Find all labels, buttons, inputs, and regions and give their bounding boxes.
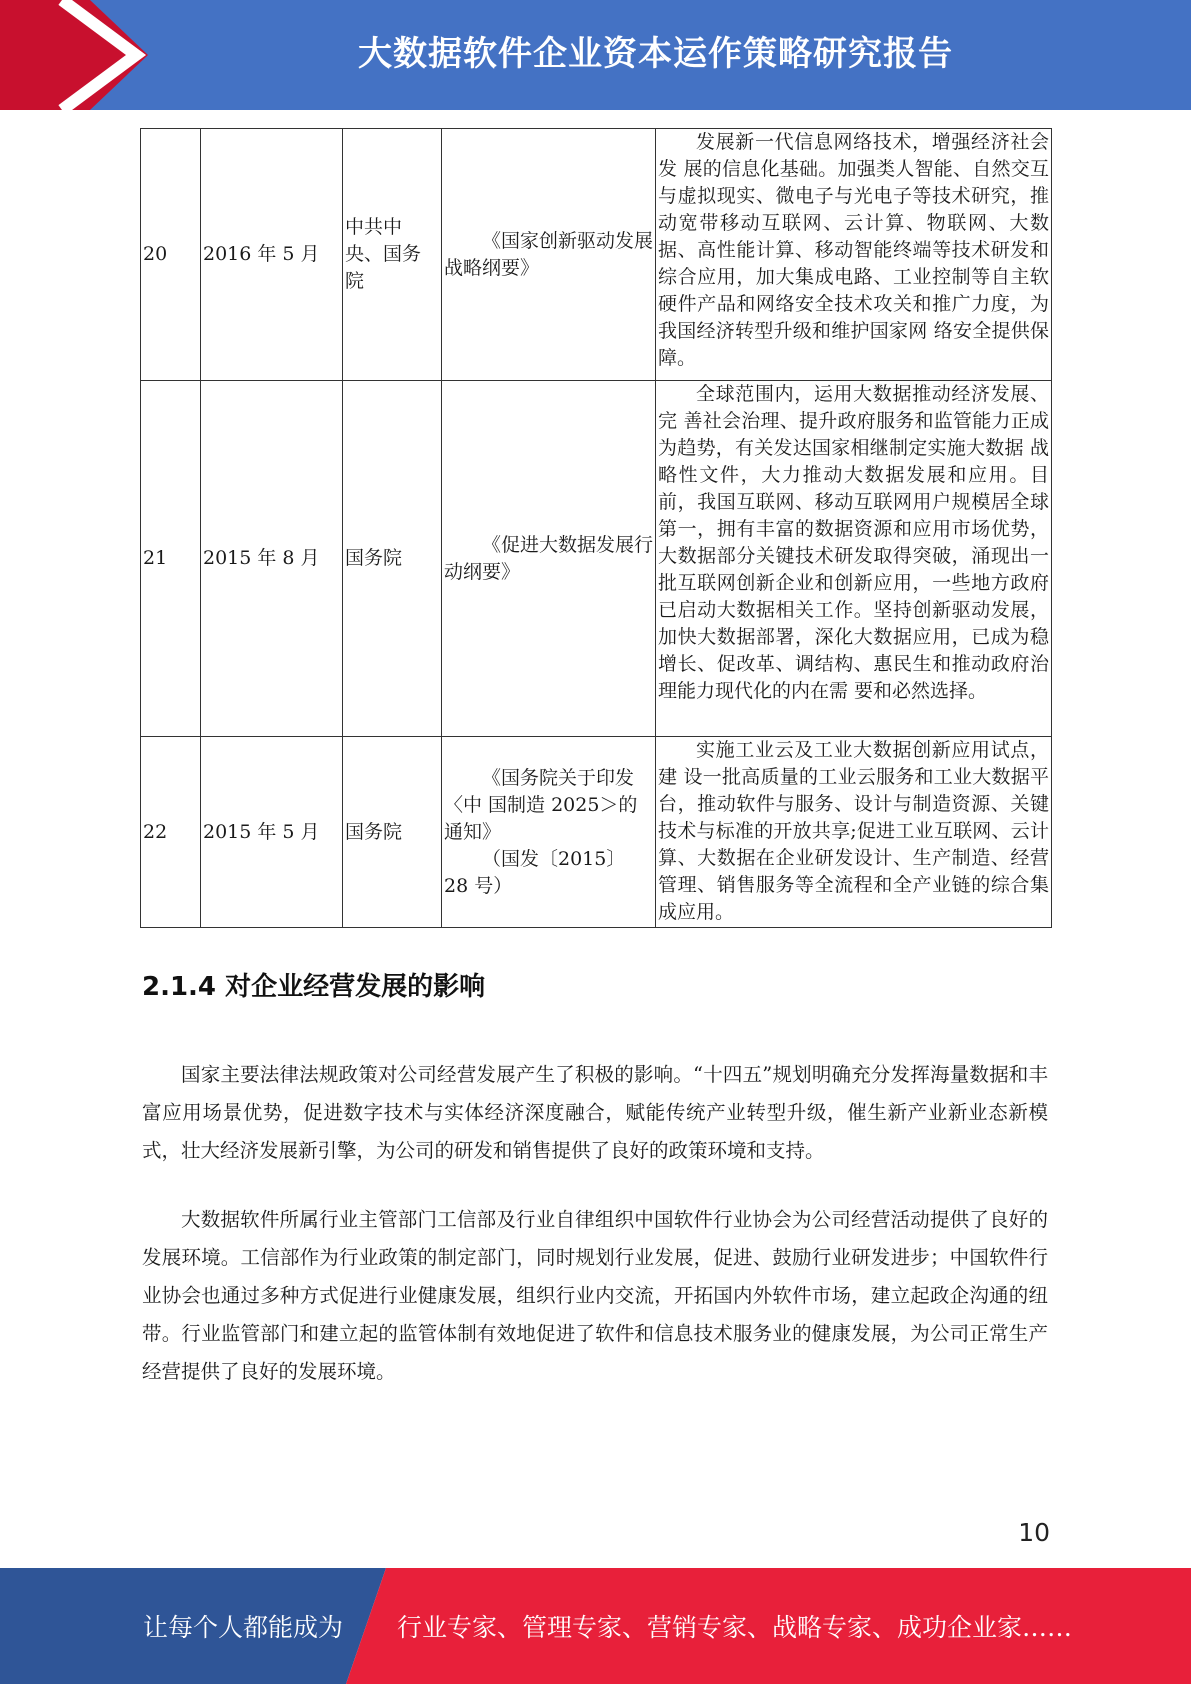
row-number: 22 [141, 737, 201, 928]
row-number: 21 [141, 381, 201, 737]
table-row [141, 129, 1052, 381]
report-title: 大数据软件企业资本运作策略研究报告 [358, 34, 953, 74]
body-paragraph: 国家主要法律法规政策对公司经营发展产生了积极的影响。“十四五”规划明确充分发挥海量数据和丰富应用场景优势，促进数字技术与实体经济深度融合，赋能传统产业转型升级，催生新产业新业态新模式，壮大经济发展新引擎，为公司的研发和销售提供了良好的政策环境和支持。 [142, 1062, 1048, 1162]
document-title: 《国务院关于印发〈中 国制造 2025＞的通知》 [444, 766, 638, 843]
row-issuer: 国务院 [343, 381, 442, 737]
document-title: 《国家创新驱动发展 战略纲要》 [444, 229, 654, 279]
row-content: 发展新一代信息网络技术，增强经济社会发 展的信息化基础。加强类人智能、自然交互 与虚拟现实、微电子与光电子等技术研究，推动宽带移动互联网、云计算、物联网、大数据、高性能计算、移动智能终端等技术研发和综合应用，加大集成电路、工业控制等自主软硬件产品和网络安全技术攻关和推广力度，为我国经济转型升级和维护国家网 络安全提供保障。 [656, 129, 1052, 381]
row-number: 20 [141, 129, 201, 381]
row-date: 2015 年 8 月 [201, 381, 343, 737]
footer-slogan-left: 让每个人都能成为 [143, 1613, 344, 1642]
document-title: 《促进大数据发展行 动纲要》 [444, 533, 654, 583]
row-date: 2016 年 5 月 [201, 129, 343, 381]
policy-table [140, 128, 1052, 928]
table-row [141, 737, 1052, 928]
body-paragraph: 大数据软件所属行业主管部门工信部及行业自律组织中国软件行业协会为公司经营活动提供了良好的发展环境。工信部作为行业政策的制定部门，同时规划行业发展，促进、鼓励行业研发进步；中国软件行业协会也通过多种方式促进行业健康发展，组织行业内交流，开拓国内外软件市场，建立起政企沟通的纽带。行业监管部门和建立起的监管体制有效地促进了软件和信息技术服务业的健康发展，为公司正常生产经营提供了良好的发展环境。 [142, 1207, 1048, 1383]
table-row [141, 381, 1052, 737]
page-footer [0, 1568, 1191, 1684]
page-number: 10 [1018, 1518, 1050, 1547]
document-number: （国发〔2015〕 28 号） [444, 847, 626, 897]
row-content: 实施工业云及工业大数据创新应用试点，建 设一批高质量的工业云服务和工业大数据平台，推动软件与服务、设计与制造资源、关键技术与标准的开放共享;促进工业互联网、云计算、大数据在企业研发设计、生产制造、经营管理、销售服务等全流程和全产业链的综合集成应用。 [656, 737, 1052, 928]
row-document [442, 381, 656, 737]
footer-slogan-right: 行业专家、管理专家、营销专家、战略专家、成功企业家…… [397, 1613, 1073, 1642]
page-header [0, 0, 1191, 110]
header-arrow-decoration [0, 0, 200, 110]
section-heading: 2.1.4 对企业经营发展的影响 [142, 972, 486, 1002]
row-document [442, 737, 656, 928]
row-date: 2015 年 5 月 [201, 737, 343, 928]
row-issuer: 中共中央、国务院 [343, 129, 442, 381]
row-content: 全球范围内，运用大数据推动经济发展、完 善社会治理、提升政府服务和监管能力正成 为趋势，有关发达国家相继制定实施大数据 战略性文件，大力推动大数据发展和应用。目前，我国互联网、移动互联网用户规模居全球第一，拥有丰富的数据资源和应用市场优势，大数据部分关键技术研发取得突破，涌现出一批互联网创新企业和创新应用，一些地方政府已启动大数据相关工作。坚持创新驱动发展，加快大数据部署，深化大数据应用，已成为稳增长、促改革、调结构、惠民生和推动政府治理能力现代化的内在需 要和必然选择。 [656, 381, 1052, 737]
row-issuer: 国务院 [343, 737, 442, 928]
row-document [442, 129, 656, 381]
